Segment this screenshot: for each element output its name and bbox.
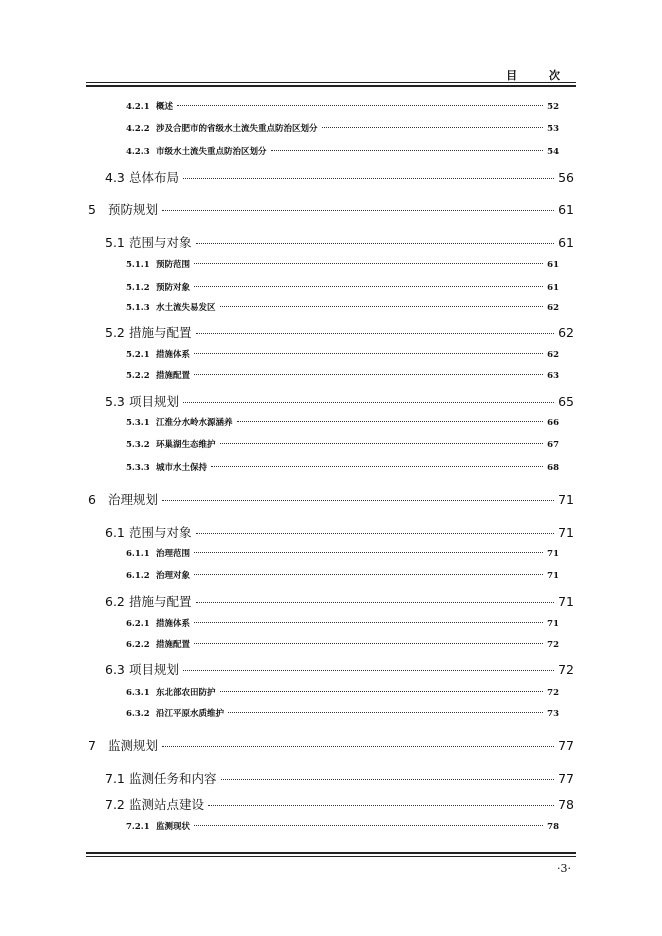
toc-entry[interactable] — [126, 416, 559, 428]
toc-entry-title: 范围与对象 — [129, 525, 192, 540]
toc-entry[interactable] — [126, 438, 559, 450]
toc-entry-title: 总体布局 — [129, 170, 180, 185]
toc-entry-title: 水土流失易发区 — [156, 303, 216, 313]
toc-entry-title: 监测现状 — [156, 822, 191, 832]
toc-entry-title: 措施配置 — [156, 640, 191, 650]
toc-entry-number: 5.3.2 — [126, 440, 150, 450]
toc-entry-heading — [105, 233, 194, 251]
toc-entry-page: 72 — [558, 662, 574, 677]
toc-entry-number: 6.1.1 — [126, 549, 150, 559]
toc-entry-number: 5.3 — [105, 394, 125, 409]
toc-entry-title: 市级水土流失重点防治区划分 — [156, 147, 267, 157]
toc-entry[interactable] — [88, 200, 574, 218]
toc-entry-heading — [105, 523, 194, 541]
toc-entry[interactable] — [126, 686, 559, 698]
toc-entry-title: 东北部农田防护 — [156, 688, 216, 698]
toc-dot-leader — [220, 443, 544, 444]
toc-entry-page: 61 — [547, 283, 559, 293]
toc-entry-page: 61 — [547, 260, 559, 270]
toc-entry[interactable] — [126, 100, 559, 112]
toc-dot-leader — [183, 670, 554, 671]
toc-dot-leader — [322, 127, 544, 128]
toc-entry-page: 65 — [558, 394, 574, 409]
toc-dot-leader — [194, 353, 543, 354]
toc-entry[interactable] — [105, 392, 574, 410]
toc-entry-heading — [126, 617, 192, 629]
toc-entry-number: 6.1 — [105, 525, 125, 540]
toc-entry-number: 6.3.2 — [126, 709, 150, 719]
toc-entry-number: 7 — [88, 738, 96, 753]
toc-entry-page: 67 — [547, 440, 559, 450]
toc-entry-heading — [126, 301, 218, 313]
toc-entry-heading — [88, 490, 160, 508]
toc-entry-heading — [126, 416, 235, 428]
toc-entry[interactable] — [126, 820, 559, 832]
toc-entry-title: 城市水土保持 — [156, 463, 208, 473]
toc-entry-title: 预防范围 — [156, 260, 191, 270]
toc-entry-page: 73 — [547, 709, 559, 719]
toc-entry-page: 71 — [547, 571, 559, 581]
toc-dot-leader — [194, 825, 543, 826]
toc-entry[interactable] — [105, 523, 574, 541]
toc-dot-leader — [211, 466, 543, 467]
toc-entry-number: 5.1 — [105, 235, 125, 250]
toc-entry-number: 5.2.2 — [126, 371, 150, 381]
toc-dot-leader — [220, 691, 544, 692]
toc-entry[interactable] — [105, 769, 574, 787]
toc-dot-leader — [183, 402, 554, 403]
toc-entry-number: 5.3.3 — [126, 463, 150, 473]
toc-entry-title: 监测规划 — [108, 738, 159, 753]
toc-entry[interactable] — [88, 490, 574, 508]
toc-entry-heading — [126, 145, 269, 157]
toc-entry-title: 监测任务和内容 — [129, 771, 217, 786]
toc-entry[interactable] — [88, 736, 574, 754]
toc-entry[interactable] — [105, 592, 574, 610]
toc-entry-page: 63 — [547, 371, 559, 381]
toc-entry-heading — [88, 200, 160, 218]
toc-entry[interactable] — [105, 795, 574, 813]
toc-entry[interactable] — [126, 301, 559, 313]
toc-entry-title: 项目规划 — [129, 662, 180, 677]
toc-entry-page: 72 — [547, 640, 559, 650]
toc-entry-title: 环巢湖生态维护 — [156, 440, 216, 450]
toc-entry-page: 52 — [547, 102, 559, 112]
toc-entry-heading — [126, 569, 192, 581]
toc-entry-page: 77 — [558, 771, 574, 786]
toc-dot-leader — [196, 243, 555, 244]
toc-entry[interactable] — [126, 348, 559, 360]
toc-entry-number: 5.3.1 — [126, 418, 150, 428]
toc-entry-number: 7.1 — [105, 771, 125, 786]
toc-entry-heading — [105, 592, 194, 610]
toc-entry-heading — [126, 369, 192, 381]
toc-dot-leader — [162, 210, 554, 211]
toc-entry-heading — [126, 686, 218, 698]
toc-entry-page: 62 — [558, 325, 574, 340]
toc-entry-heading — [126, 348, 192, 360]
toc-entry-page: 68 — [547, 463, 559, 473]
toc-entry[interactable] — [126, 707, 559, 719]
toc-dot-leader — [194, 574, 543, 575]
toc-entry-number: 6.1.2 — [126, 571, 150, 581]
toc-dot-leader — [194, 552, 543, 553]
toc-entry-title: 措施与配置 — [129, 594, 192, 609]
toc-entry-title: 监测站点建设 — [129, 797, 205, 812]
toc-dot-leader — [220, 306, 544, 307]
toc-entry-number: 6.2.2 — [126, 640, 150, 650]
toc-dot-leader — [194, 374, 543, 375]
toc-entry-page: 71 — [558, 525, 574, 540]
toc-entry-heading — [126, 100, 175, 112]
toc-entry-page: 61 — [558, 235, 574, 250]
toc-entry-page: 62 — [547, 350, 559, 360]
toc-entry-heading — [126, 258, 192, 270]
toc-entry[interactable] — [126, 461, 559, 473]
toc-entry-page: 71 — [558, 594, 574, 609]
toc-entry-number: 7.2 — [105, 797, 125, 812]
toc-entry[interactable] — [126, 258, 559, 270]
toc-entry-heading — [126, 820, 192, 832]
toc-entry-title: 预防对象 — [156, 283, 191, 293]
toc-entry[interactable] — [126, 369, 559, 381]
toc-entry[interactable] — [126, 122, 559, 134]
toc-entry-page: 71 — [547, 619, 559, 629]
toc-entry-number: 5.2 — [105, 325, 125, 340]
toc-entry-title: 概述 — [156, 102, 174, 112]
toc-entry-number: 6.3 — [105, 662, 125, 677]
toc-dot-leader — [194, 643, 543, 644]
toc-entry-heading — [105, 168, 181, 186]
toc-entry-number: 6 — [88, 492, 96, 507]
toc-entry-title: 江淮分水岭水源涵养 — [156, 418, 233, 428]
toc-entry[interactable] — [126, 569, 559, 581]
toc-entry-number: 5.1.3 — [126, 303, 150, 313]
toc-entry-number: 5.1.1 — [126, 260, 150, 270]
toc-entry-heading — [126, 707, 226, 719]
toc-entry[interactable] — [126, 617, 559, 629]
toc-dot-leader — [194, 263, 543, 264]
toc-entry-number: 5.1.2 — [126, 283, 150, 293]
toc-entry-title: 预防规划 — [108, 202, 159, 217]
toc-entry-heading — [126, 122, 320, 134]
toc-entry[interactable] — [126, 145, 559, 157]
toc-dot-leader — [183, 178, 554, 179]
toc-entry-title: 沿江平原水质维护 — [156, 709, 225, 719]
toc-entry[interactable] — [126, 638, 559, 650]
toc-entry[interactable] — [126, 547, 559, 559]
toc-entry-page: 61 — [558, 202, 574, 217]
toc-dot-leader — [196, 533, 555, 534]
toc-dot-leader — [196, 602, 555, 603]
footer-rule-thin — [86, 856, 576, 857]
toc-entry[interactable] — [105, 168, 574, 186]
toc-entry-number: 4.2.2 — [126, 124, 150, 134]
toc-dot-leader — [177, 105, 543, 106]
toc-entry-page: 54 — [547, 147, 559, 157]
toc-entry[interactable] — [105, 660, 574, 678]
toc-entry-heading — [105, 660, 181, 678]
toc-entry-number: 6.2.1 — [126, 619, 150, 629]
toc-entry-page: 71 — [547, 549, 559, 559]
toc-entry[interactable] — [105, 323, 574, 341]
toc-entry-title: 治理范围 — [156, 549, 191, 559]
footer-page-number: ·3· — [557, 862, 571, 875]
toc-entry-heading — [126, 638, 192, 650]
toc-dot-leader — [208, 805, 554, 806]
toc-entry-number: 5 — [88, 202, 96, 217]
toc-entry-heading — [105, 795, 206, 813]
toc-entry-heading — [126, 438, 218, 450]
toc-entry-title: 涉及合肥市的省级水土流失重点防治区划分 — [156, 124, 318, 134]
toc-entry-title: 措施体系 — [156, 619, 191, 629]
toc-entry-number: 4.3 — [105, 170, 125, 185]
toc-entry-page: 77 — [558, 738, 574, 753]
toc-entry-page: 56 — [558, 170, 574, 185]
footer-rule-thick — [86, 852, 576, 854]
toc-dot-leader — [194, 286, 543, 287]
toc-dot-leader — [237, 421, 544, 422]
toc-entry-number: 7.2.1 — [126, 822, 150, 832]
toc-entry-number: 6.2 — [105, 594, 125, 609]
toc-entry-heading — [105, 323, 194, 341]
toc-entry-page: 62 — [547, 303, 559, 313]
toc-entry-heading — [126, 281, 192, 293]
toc-entry-number: 4.2.1 — [126, 102, 150, 112]
toc-entry-page: 66 — [547, 418, 559, 428]
running-header-title: 目 次 — [506, 69, 574, 82]
toc-entry[interactable] — [105, 233, 574, 251]
toc-entry-heading — [105, 769, 219, 787]
toc-entry-heading — [88, 736, 160, 754]
toc-entry-heading — [126, 547, 192, 559]
toc-entry-title: 治理规划 — [108, 492, 159, 507]
toc-dot-leader — [228, 712, 543, 713]
toc-entry-title: 措施与配置 — [129, 325, 192, 340]
toc-entry-page: 72 — [547, 688, 559, 698]
toc-entry[interactable] — [126, 281, 559, 293]
toc-entry-title: 项目规划 — [129, 394, 180, 409]
toc-dot-leader — [221, 779, 555, 780]
toc-entry-page: 78 — [558, 797, 574, 812]
toc-entry-number: 5.2.1 — [126, 350, 150, 360]
toc-entry-title: 措施体系 — [156, 350, 191, 360]
toc-entry-page: 78 — [547, 822, 559, 832]
toc-entry-title: 措施配置 — [156, 371, 191, 381]
toc-dot-leader — [196, 333, 555, 334]
toc-dot-leader — [194, 622, 543, 623]
toc-entry-heading — [105, 392, 181, 410]
toc-entry-page: 53 — [547, 124, 559, 134]
toc-entry-number: 4.2.3 — [126, 147, 150, 157]
toc-entry-number: 6.3.1 — [126, 688, 150, 698]
toc-entry-page: 71 — [558, 492, 574, 507]
toc-entry-title: 治理对象 — [156, 571, 191, 581]
toc-entry-title: 范围与对象 — [129, 235, 192, 250]
toc-entry-heading — [126, 461, 209, 473]
toc-dot-leader — [271, 150, 544, 151]
toc-dot-leader — [162, 746, 554, 747]
toc-dot-leader — [162, 500, 554, 501]
